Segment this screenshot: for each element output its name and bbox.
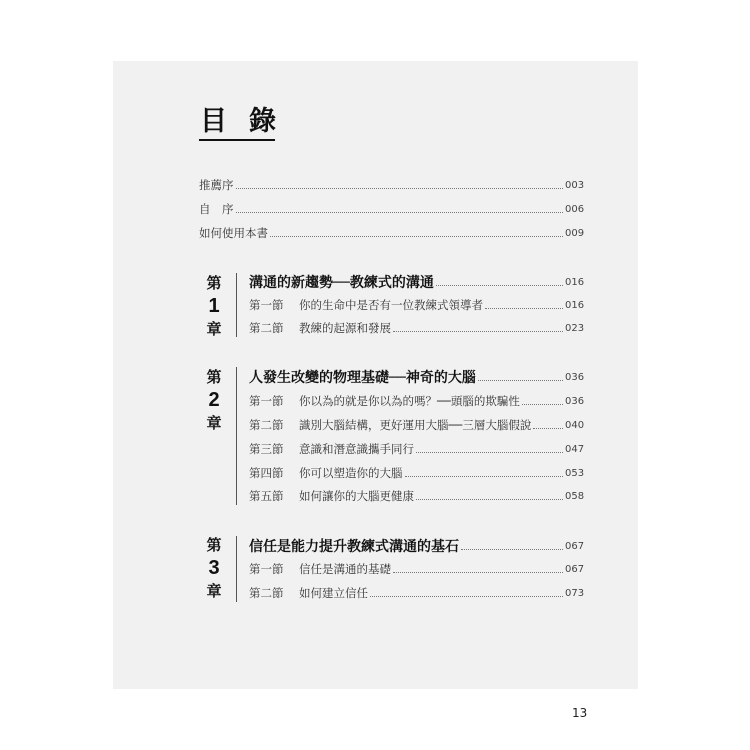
toc-entry-how-to-use[interactable] bbox=[199, 224, 583, 242]
dot-leader bbox=[522, 404, 563, 405]
chapter-2-section-2[interactable]: 第二節 識別大腦結構，更好運用大腦──三層大腦假說 040 bbox=[249, 418, 585, 432]
chapter-1-heading[interactable]: 溝通的新趨勢──教練式的溝通 016 bbox=[249, 275, 585, 291]
chapter-2-section-3[interactable]: 第三節 意識和潛意識攜手同行 047 bbox=[249, 442, 585, 456]
chapter-divider bbox=[236, 367, 237, 505]
dot-leader bbox=[236, 212, 564, 213]
chapter-2-section-5[interactable]: 第五節 如何讓你的大腦更健康 058 bbox=[249, 489, 585, 503]
page-number: 053 bbox=[565, 467, 585, 479]
chapter-2-section-4[interactable]: 第四節 你可以塑造你的大腦 053 bbox=[249, 466, 585, 480]
toc-entry-author-preface[interactable] bbox=[199, 200, 583, 218]
page-number: 067 bbox=[565, 563, 585, 575]
dot-leader bbox=[416, 452, 563, 453]
page-number: 058 bbox=[565, 490, 585, 502]
page-number: 047 bbox=[565, 443, 585, 455]
page-number: 067 bbox=[565, 540, 585, 552]
chapter-1-section-2[interactable]: 第二節 教練的起源和發展 023 bbox=[249, 321, 585, 335]
chapter-divider bbox=[236, 536, 237, 602]
page-title: 目 錄 bbox=[200, 106, 276, 137]
chapter-2-heading[interactable]: 人發生改變的物理基礎──神奇的大腦 036 bbox=[249, 370, 585, 386]
entry-label: 如何使用本書 bbox=[199, 226, 268, 240]
title-underline bbox=[199, 139, 275, 141]
dot-leader bbox=[533, 428, 563, 429]
page-number: 016 bbox=[565, 299, 585, 311]
page-number: 036 bbox=[565, 395, 585, 407]
entry-label: 自 序 bbox=[199, 202, 234, 216]
dot-leader bbox=[485, 308, 563, 309]
dot-leader bbox=[461, 549, 563, 550]
page-number: 003 bbox=[565, 179, 585, 191]
dot-leader bbox=[393, 572, 563, 573]
chapter-1-section-1[interactable]: 第一節 你的生命中是否有一位教練式領導者 016 bbox=[249, 298, 585, 312]
chapter-3-section-2[interactable]: 第二節 如何建立信任 073 bbox=[249, 586, 585, 600]
dot-leader bbox=[405, 476, 564, 477]
dot-leader bbox=[370, 596, 563, 597]
page-number: 023 bbox=[565, 322, 585, 334]
chapter-3-section-1[interactable]: 第一節 信任是溝通的基礎 067 bbox=[249, 562, 585, 576]
page-number: 006 bbox=[565, 203, 585, 215]
dot-leader bbox=[436, 285, 563, 286]
toc-entry-preface[interactable] bbox=[199, 176, 583, 194]
page-folio: 13 bbox=[572, 706, 588, 720]
dot-leader bbox=[393, 331, 563, 332]
chapter-3-heading[interactable]: 信任是能力提升教練式溝通的基石 067 bbox=[249, 539, 585, 555]
page-number: 073 bbox=[565, 587, 585, 599]
chapter-2-section-1[interactable]: 第一節 你以為的就是你以為的嗎？──頭腦的欺騙性 036 bbox=[249, 394, 585, 408]
page-number: 016 bbox=[565, 276, 585, 288]
chapter-2-mark: 第 2 章 bbox=[206, 368, 222, 432]
dot-leader bbox=[416, 499, 563, 500]
dot-leader bbox=[270, 236, 563, 237]
chapter-divider bbox=[236, 273, 237, 337]
dot-leader bbox=[236, 188, 564, 189]
page-number: 009 bbox=[565, 227, 585, 239]
chapter-3-mark: 第 3 章 bbox=[206, 536, 222, 600]
entry-label: 推薦序 bbox=[199, 178, 234, 192]
page-number: 036 bbox=[565, 371, 585, 383]
chapter-1-mark: 第 1 章 bbox=[206, 274, 222, 338]
page-number: 040 bbox=[565, 419, 585, 431]
dot-leader bbox=[478, 380, 563, 381]
